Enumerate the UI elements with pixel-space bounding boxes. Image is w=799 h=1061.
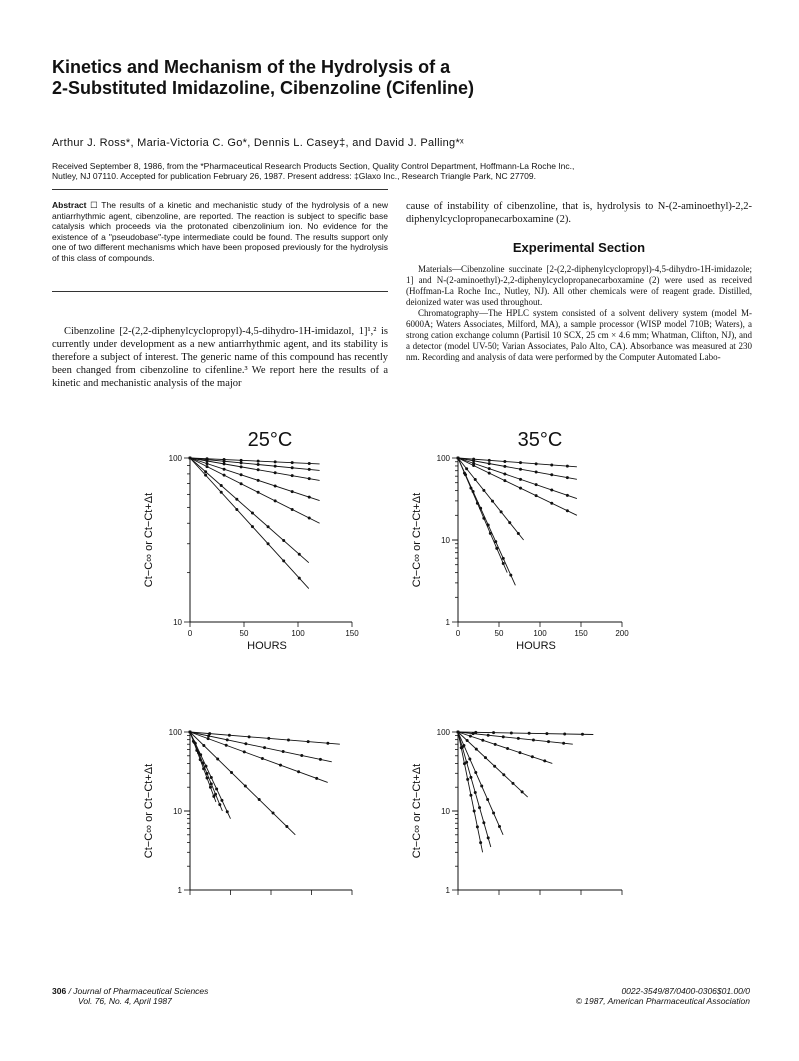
series-line: [458, 732, 528, 797]
y-tick-label: 1: [445, 886, 450, 895]
data-point: [519, 461, 522, 464]
data-point: [519, 487, 522, 490]
y-tick-label: 10: [173, 807, 182, 816]
data-point: [282, 539, 285, 542]
data-point: [216, 758, 219, 761]
data-point: [230, 771, 233, 774]
data-point: [228, 734, 231, 737]
journal-name: / Journal of Pharmaceutical Sciences: [68, 986, 209, 996]
data-point: [240, 459, 243, 462]
y-axis-label: Ct−C∞ or Ct−Ct+Δt: [411, 492, 423, 588]
data-point: [472, 464, 475, 467]
data-point: [267, 525, 270, 528]
x-tick-label: 0: [187, 629, 193, 638]
y-axis-label: Ct−C∞ or Ct−Ct+Δt: [411, 763, 423, 859]
series-line: [458, 458, 577, 479]
data-point: [468, 758, 471, 761]
intro-text: Cibenzoline [2-(2,2-diphenylcyclopropyl)-4,5-dihydro-1H-imidazol, 1]¹,² is currently under development as a new antiarrhythmic agent, and its stability is therefore a subject of interest. The generic name of this compound has recently been changed from cibenzoline to cifenline.³ We report here the results of a kinetic and mechanistic analysis of the major: [52, 326, 388, 389]
data-point: [482, 821, 485, 824]
data-point: [207, 737, 210, 740]
data-point: [547, 740, 550, 743]
x-tick-label: 150: [345, 629, 359, 638]
series-line: [190, 732, 328, 782]
data-point: [257, 479, 260, 482]
y-tick-label: 10: [441, 536, 450, 545]
y-axis-label: Ct−C∞ or Ct−Ct+Δt: [143, 763, 155, 859]
data-point: [519, 478, 522, 481]
data-point: [566, 509, 569, 512]
data-point: [488, 459, 491, 462]
y-tick-label: 1: [445, 618, 450, 627]
abstract-text: The results of a kinetic and mechanistic study of the hydrolysis of a new antiarrhythmic agent, cibenzoline, are reported. The reaction is subject to specific base catalysis which proceeds via the protonated cibenzolinium ion. No evidence for the existence of a "pseudobase"-type intermediate could be found. The results support only one of two different mechanisms which have been proposed previously for the hydrolysis of this class of compounds.: [52, 200, 388, 263]
y-tick-label: 1: [177, 886, 182, 895]
data-point: [225, 744, 228, 747]
article-code: 0022-3549/87/0400-0306$01.00/0: [621, 986, 750, 996]
data-point: [244, 742, 247, 745]
data-point: [535, 494, 538, 497]
data-point: [207, 734, 210, 737]
data-point: [550, 473, 553, 476]
x-axis-label: HOURS: [247, 640, 287, 652]
data-point: [479, 841, 482, 844]
x-axis-label: HOURS: [516, 640, 556, 652]
data-point: [535, 462, 538, 465]
article-title-line-1: Kinetics and Mechanism of the Hydrolysis of a: [52, 57, 451, 77]
data-point: [566, 465, 569, 468]
data-point: [279, 764, 282, 767]
data-point: [519, 468, 522, 471]
data-point: [550, 488, 553, 491]
data-point: [492, 731, 495, 734]
series-line: [458, 732, 483, 852]
data-point: [240, 473, 243, 476]
data-point: [492, 812, 495, 815]
page-number: 306: [52, 986, 67, 996]
data-point: [550, 502, 553, 505]
data-point: [502, 735, 505, 738]
data-point: [220, 484, 223, 487]
data-point: [282, 750, 285, 753]
data-point: [223, 468, 226, 471]
data-point: [478, 806, 481, 809]
data-point: [535, 483, 538, 486]
data-point: [244, 785, 247, 788]
data-point: [550, 463, 553, 466]
data-point: [240, 465, 243, 468]
data-point: [545, 732, 548, 735]
data-point: [257, 468, 260, 471]
data-point: [482, 489, 485, 492]
data-point: [267, 542, 270, 545]
data-point: [189, 457, 192, 460]
data-point: [220, 799, 223, 802]
data-point: [469, 776, 472, 779]
footer-journal: [52, 986, 372, 1006]
data-point: [272, 812, 275, 815]
data-point: [319, 758, 322, 761]
data-point: [487, 523, 490, 526]
y-tick-label: 100: [168, 728, 182, 737]
data-point: [274, 484, 277, 487]
data-point: [218, 803, 221, 806]
data-point: [500, 510, 503, 513]
series-line: [190, 732, 295, 835]
series-line: [458, 458, 515, 585]
data-point: [209, 786, 212, 789]
data-point: [498, 825, 501, 828]
data-point: [326, 742, 329, 745]
data-point: [508, 521, 511, 524]
data-point: [484, 756, 487, 759]
data-point: [206, 459, 209, 462]
data-point: [532, 739, 535, 742]
x-tick-label: 150: [574, 629, 588, 638]
data-point: [274, 499, 277, 502]
data-point: [291, 461, 294, 464]
data-point: [300, 754, 303, 757]
data-point: [202, 767, 205, 770]
series-line: [190, 732, 332, 762]
data-point: [518, 751, 521, 754]
author-list: Arthur J. Ross*, Maria-Victoria C. Go*, Dennis L. Casey‡, and David J. Palling*ˣ: [52, 137, 464, 149]
data-point: [189, 731, 192, 734]
received-line-2: Nutley, NJ 07110. Accepted for publication February 26, 1987. Present address: ‡Glaxo Inc., Research Triangle Park, NC 27709.: [52, 171, 536, 181]
abstract-label: Abstract: [52, 200, 87, 210]
data-point: [291, 466, 294, 469]
series-line: [458, 732, 491, 847]
x-tick-label: 0: [455, 629, 461, 638]
data-point: [315, 777, 318, 780]
x-tick-label: 50: [494, 629, 504, 638]
footer-publisher: [440, 986, 750, 1006]
data-point: [463, 762, 466, 765]
data-point: [503, 460, 506, 463]
data-point: [502, 557, 505, 560]
data-point: [511, 782, 514, 785]
x-tick-label: 100: [291, 629, 305, 638]
data-point: [465, 467, 468, 470]
data-point: [291, 508, 294, 511]
data-point: [510, 731, 513, 734]
data-point: [531, 755, 534, 758]
data-point: [285, 825, 288, 828]
data-point: [509, 574, 512, 577]
data-point: [472, 732, 475, 735]
data-point: [472, 490, 475, 493]
data-point: [457, 457, 460, 460]
chart-35c: [411, 429, 629, 652]
data-point: [258, 798, 261, 801]
data-point: [543, 759, 546, 762]
copyright: © 1987, American Pharmaceutical Association: [575, 996, 750, 1006]
data-point: [251, 525, 254, 528]
y-tick-label: 10: [441, 807, 450, 816]
data-point: [474, 478, 477, 481]
data-point: [291, 474, 294, 477]
data-point: [474, 791, 477, 794]
data-point: [517, 532, 520, 535]
data-point: [494, 540, 497, 543]
data-point: [494, 743, 497, 746]
data-point: [240, 461, 243, 464]
y-axis-label: Ct−C∞ or Ct−Ct+Δt: [143, 492, 155, 588]
data-point: [308, 517, 311, 520]
data-point: [469, 735, 472, 738]
data-point: [481, 739, 484, 742]
data-point: [503, 479, 506, 482]
article-title-line-2: 2-Substituted Imidazoline, Cibenzoline (Cifenline): [52, 78, 475, 98]
data-point: [298, 553, 301, 556]
data-point: [475, 748, 478, 751]
data-point: [581, 733, 584, 736]
data-point: [192, 740, 195, 743]
data-point: [466, 739, 469, 742]
data-point: [204, 474, 207, 477]
data-point: [287, 739, 290, 742]
data-point: [503, 465, 506, 468]
data-point: [263, 746, 266, 749]
data-point: [506, 747, 509, 750]
data-point: [528, 732, 531, 735]
y-tick-label: 10: [173, 618, 182, 627]
data-point: [460, 746, 463, 749]
data-point: [298, 577, 301, 580]
data-point: [479, 507, 482, 510]
data-point: [563, 732, 566, 735]
data-point: [487, 836, 490, 839]
data-point: [248, 735, 251, 738]
data-point: [210, 776, 213, 779]
data-point: [297, 770, 300, 773]
data-point: [282, 559, 285, 562]
series-line: [190, 458, 309, 563]
data-point: [199, 758, 202, 761]
data-point: [308, 496, 311, 499]
data-point: [202, 744, 205, 747]
experimental-heading: Experimental Section: [512, 240, 646, 255]
data-point: [566, 476, 569, 479]
x-tick-label: 100: [533, 629, 547, 638]
chart-title: 25°C: [247, 429, 293, 451]
data-point: [204, 470, 207, 473]
materials-paragraph: Materials—Cibenzoline succinate [2-(2,2-diphenylcyclopropyl)-4,5-dihydro-1H-imidazole; 1] and N-(2-aminoethyl)-2,2-diphenylcyclopropanecarboxamine (2) were used as received (Hoffman-La Roche Inc., Nutley, NJ). All other chemicals were of reagent grade. Distilled, deionized water was used throughout.: [406, 264, 752, 307]
data-point: [215, 787, 218, 790]
data-point: [464, 473, 467, 476]
data-point: [566, 494, 569, 497]
data-point: [257, 491, 260, 494]
data-point: [488, 462, 491, 465]
data-point: [195, 749, 198, 752]
data-point: [308, 462, 311, 465]
data-point: [493, 765, 496, 768]
data-point: [502, 773, 505, 776]
data-point: [480, 785, 483, 788]
data-point: [257, 463, 260, 466]
data-point: [488, 472, 491, 475]
data-point: [562, 742, 565, 745]
data-point: [223, 462, 226, 465]
y-tick-label: 100: [168, 454, 182, 463]
chart-bottom-right: [411, 728, 622, 895]
data-point: [307, 740, 310, 743]
data-point: [487, 734, 490, 737]
data-point: [274, 471, 277, 474]
data-point: [267, 737, 270, 740]
series-line: [458, 458, 577, 467]
chromatography-paragraph: Chromatography—The HPLC system consisted of a solvent delivery system (model M-6000A; Waters Associates, Milford, MA), a sample processor (WISP model 710B; Waters), a strong cation exchange column (Partisil 10 SCX, 25 cm × 4.6 mm; Whatman, Clifton, NJ), and a detector (model UV-50; Varian Associates, Palo Alto, CA). Absorbance was measured at 230 nm. Recording and analysis of data were performed by the Computer Automated Labo-: [406, 308, 752, 362]
x-tick-label: 50: [239, 629, 249, 638]
data-point: [235, 508, 238, 511]
chart-bottom-left: [143, 728, 352, 895]
series-line: [458, 458, 524, 540]
data-point: [274, 465, 277, 468]
data-point: [223, 474, 226, 477]
series-line: [190, 458, 320, 523]
data-point: [235, 498, 238, 501]
received-line-1: Received September 8, 1986, from the *Pharmaceutical Research Products Section, Quality Control Department, Hoffmann-La Roche Inc.,: [52, 161, 575, 171]
intro-continuation: cause of instability of cibenzoline, that is, hydrolysis to N-(2-aminoethyl)-2,2-diphenylcyclopropanecarboxamine (2).: [406, 201, 752, 225]
series-line: [458, 458, 577, 515]
data-point: [488, 467, 491, 470]
data-point: [535, 470, 538, 473]
data-point: [517, 737, 520, 740]
data-point: [308, 477, 311, 480]
data-point: [243, 750, 246, 753]
data-point: [474, 771, 477, 774]
data-point: [473, 810, 476, 813]
data-point: [212, 795, 215, 798]
chart-title: 35°C: [517, 429, 563, 451]
x-tick-label: 200: [615, 629, 629, 638]
data-point: [206, 465, 209, 468]
series-line: [458, 732, 503, 835]
data-point: [210, 782, 213, 785]
journal-volume: Vol. 76, No. 4, April 1987: [78, 996, 172, 1006]
data-point: [226, 738, 229, 741]
data-point: [274, 460, 277, 463]
data-point: [457, 731, 460, 734]
y-tick-label: 100: [436, 454, 450, 463]
data-point: [486, 798, 489, 801]
data-point: [206, 462, 209, 465]
data-point: [206, 776, 209, 779]
data-point: [466, 778, 469, 781]
data-point: [261, 757, 264, 760]
data-point: [251, 512, 254, 515]
data-point: [220, 491, 223, 494]
data-point: [226, 810, 229, 813]
data-point: [491, 500, 494, 503]
data-point: [476, 825, 479, 828]
data-point: [521, 790, 524, 793]
data-point: [308, 468, 311, 471]
data-point: [223, 460, 226, 463]
data-point: [291, 490, 294, 493]
data-point: [469, 794, 472, 797]
data-point: [502, 562, 505, 565]
chart-25c: [143, 429, 359, 652]
series-line: [190, 732, 340, 744]
data-point: [257, 460, 260, 463]
y-tick-label: 100: [436, 728, 450, 737]
data-point: [503, 472, 506, 475]
checkbox-icon: ☐: [90, 200, 98, 210]
data-point: [240, 482, 243, 485]
